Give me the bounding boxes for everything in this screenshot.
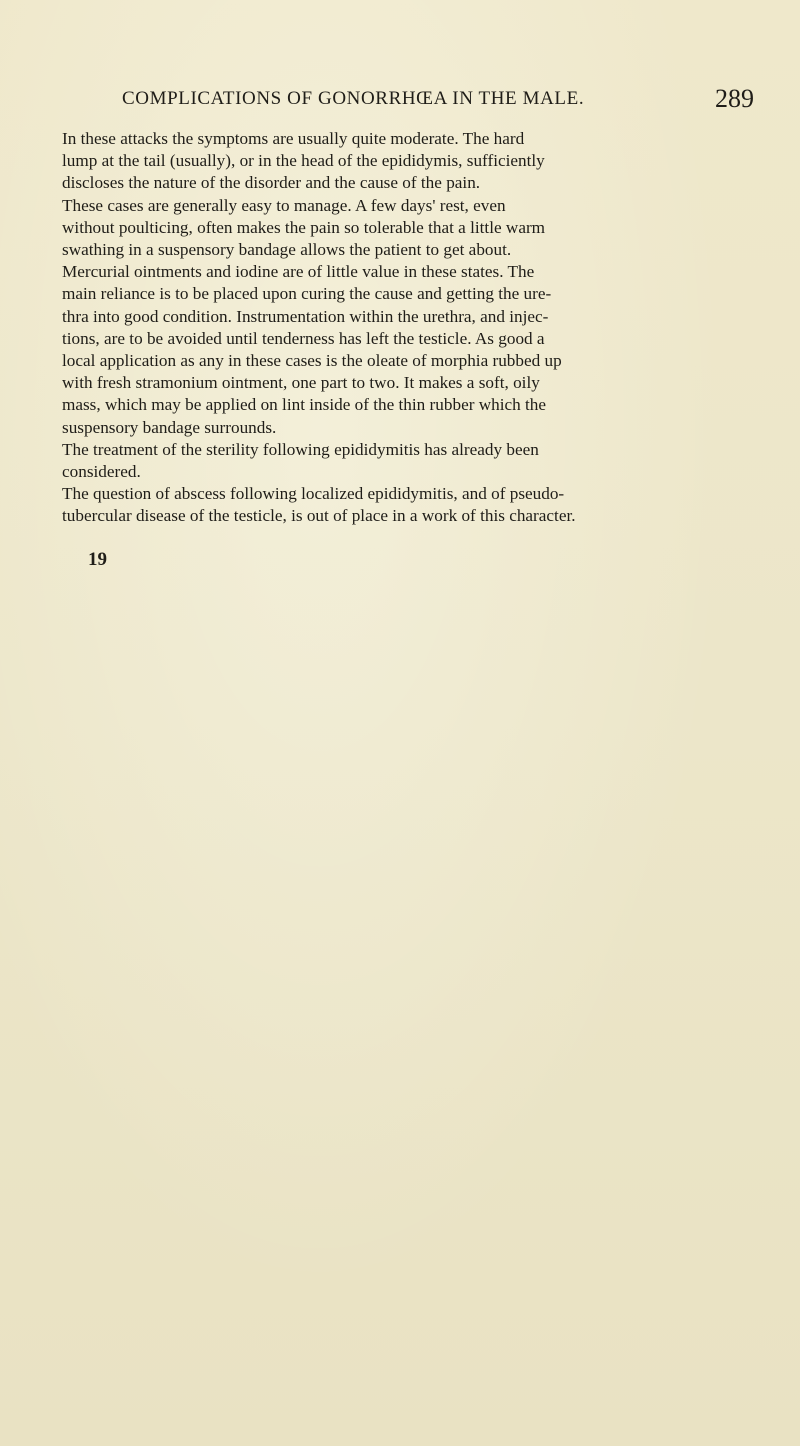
text-line: The question of abscess following localized epididymitis, and of pseudo- [62,484,565,504]
text-line: lump at the tail (usually), or in the head of the epididymis, sufficiently [62,151,545,171]
signature-mark: 19 [88,549,107,570]
text-line: In these attacks the symptoms are usually quite moderate. The hard [62,129,525,148]
text-line: considered. [62,462,141,482]
text-line: without poulticing, often makes the pain so tolerable that a little warm [62,217,546,237]
running-head-title: COMPLICATIONS OF GONORRHŒA IN THE MALE. [122,88,585,109]
text-line: local application as any in these cases is the oleate of morphia rubbed up [62,351,562,371]
text-line: swathing in a suspensory bandage allows the patient to get about. [62,240,512,260]
paragraph [62,439,752,483]
text-line: These cases are generally easy to manage. A few days' rest, even [62,195,506,215]
text-line: tubercular disease of the testicle, is out of place in a work of this character. [62,506,576,526]
running-head [62,84,754,118]
text-line: main reliance is to be placed upon curing the cause and getting the ure- [62,284,552,304]
text-line: suspensory bandage surrounds. [62,417,277,437]
text-line: thra into good condition. Instrumentation within the urethra, and injec- [62,306,549,326]
text-line: discloses the nature of the disorder and the cause of the pain. [62,173,481,193]
text-line: tions, are to be avoided until tenderness has left the testicle. As good a [62,328,545,348]
paragraph [62,195,752,262]
text-line: The treatment of the sterility following epididymitis has already been [62,439,539,459]
text-line: with fresh stramonium ointment, one part to two. It makes a soft, oily [62,373,540,393]
paragraph [62,483,752,527]
paragraph [62,261,752,439]
body-text [62,128,752,528]
page-number: 289 [715,84,754,113]
text-line: Mercurial ointments and iodine are of little value in these states. The [62,262,535,282]
paragraph [62,128,752,195]
text-line: mass, which may be applied on lint inside of the thin rubber which the [62,395,547,415]
